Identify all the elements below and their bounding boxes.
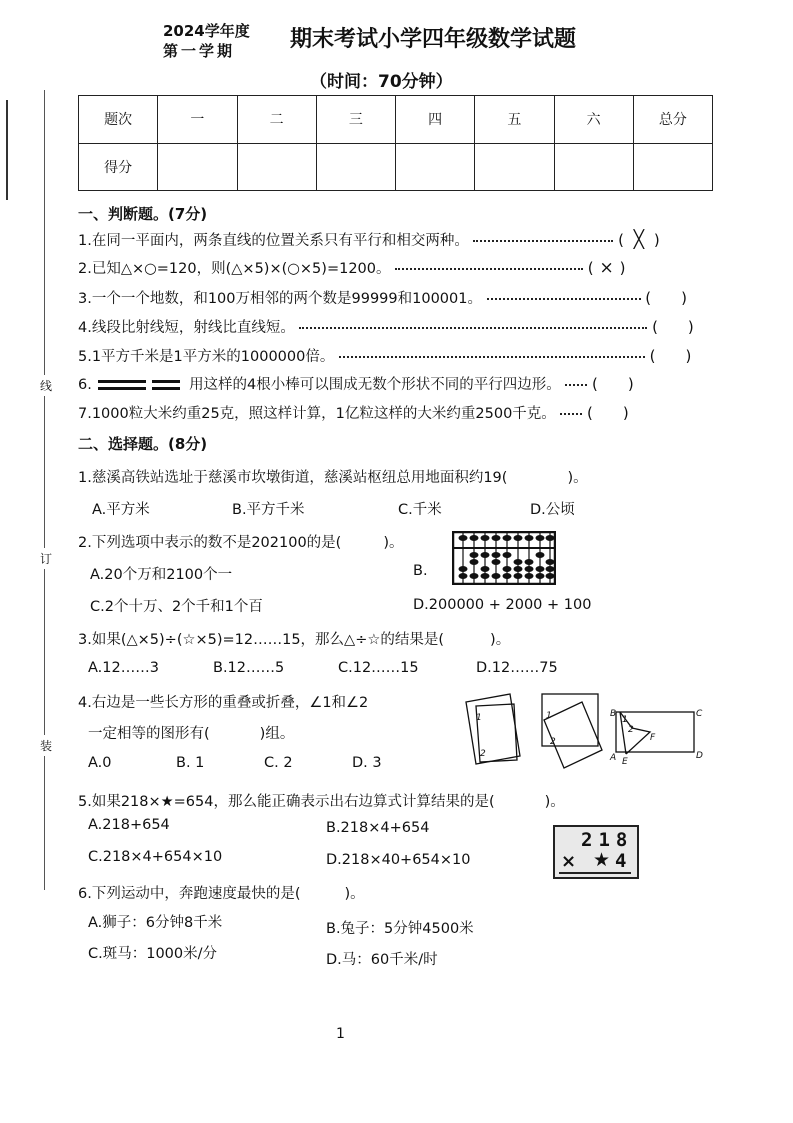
score-cell: 得分 <box>79 143 158 191</box>
sticks-figure <box>96 377 184 393</box>
option-a[interactable]: A.20个万和2100个一 <box>90 567 233 583</box>
score-cell: 总分 <box>633 96 712 144</box>
score-table-header-row <box>79 96 713 144</box>
option-b[interactable]: B. <box>413 563 428 579</box>
question-tail: )。 <box>567 470 588 486</box>
choice-question-4-line1: 4.右边是一些长方形的重叠或折叠，∠1和∠2 <box>78 695 369 711</box>
leader-dots <box>560 413 582 415</box>
binding-line <box>44 90 45 890</box>
option-c[interactable]: C.斑马：1000米/分 <box>88 946 218 962</box>
option-a[interactable]: A.12……3 <box>88 660 159 676</box>
question-text: 5.1平方千米是1平方米的1000000倍。 <box>78 349 335 365</box>
option-b[interactable]: B.12……5 <box>213 660 285 676</box>
answer-paren-close: ) <box>622 404 629 422</box>
option-d[interactable]: D.12……75 <box>476 660 558 676</box>
judge-question-4 <box>78 316 718 337</box>
fig-label: F <box>650 733 656 743</box>
answer-paren-close: ) <box>653 231 660 249</box>
option-b[interactable]: B.兔子：5分钟4500米 <box>326 921 474 937</box>
answer-paren-open: ( <box>652 318 658 336</box>
multiplicand: 218 <box>581 829 634 851</box>
question-stem: 5.如果218×★=654，那么能正确表示出右边算式计算结果的是( <box>78 794 495 810</box>
question-text: 1.在同一平面内，两条直线的位置关系只有平行和相交两种。 <box>78 233 469 249</box>
score-input-cell[interactable] <box>237 143 316 191</box>
option-a[interactable]: A.0 <box>88 755 112 771</box>
section1-title: 一、判断题。(7分) <box>78 205 208 223</box>
star-symbol: ★ <box>593 849 611 871</box>
fig-label: D <box>696 751 703 761</box>
judge-question-1 <box>78 229 718 250</box>
question-stem: 6.下列运动中，奔跑速度最快的是( <box>78 886 301 902</box>
answer-paren-open: ( <box>618 231 624 249</box>
fig-label: E <box>622 757 628 767</box>
answer-paren-open: ( <box>587 404 593 422</box>
question-stem: 1.慈溪高铁站选址于慈溪市坎墩街道，慈溪站枢纽总用地面积约19( <box>78 470 508 486</box>
binding-label-xian: 线 <box>40 375 52 396</box>
choice-question-2 <box>78 531 404 552</box>
option-b[interactable]: B.平方千米 <box>232 502 305 518</box>
exam-title: 期末考试小学四年级数学试题 <box>290 27 577 52</box>
fig-label: A <box>610 753 617 763</box>
score-cell: 四 <box>396 96 475 144</box>
fig-label: 1 <box>622 715 628 725</box>
answer-paren-open: ( <box>649 347 656 365</box>
answer-paren-close: ) <box>687 318 694 336</box>
judge-question-6 <box>78 373 718 394</box>
option-d[interactable]: D. 3 <box>352 755 382 771</box>
page-edge-line <box>6 100 8 200</box>
question-text: 3.一个一个地数，和100万相邻的两个数是99999和100001。 <box>78 291 482 307</box>
binding-label-zhuang: 装 <box>40 735 52 756</box>
multiplier-digit: 4 <box>615 850 627 872</box>
question-stem: 2.下列选项中表示的数不是202100的是( <box>78 535 342 551</box>
option-c[interactable]: C.218×4+654×10 <box>88 849 223 865</box>
score-cell: 三 <box>316 96 395 144</box>
score-cell: 一 <box>158 96 237 144</box>
score-input-cell[interactable] <box>158 143 237 191</box>
choice-question-4-line2 <box>88 722 294 743</box>
fig-label: 1 <box>546 711 552 721</box>
leader-dots <box>487 298 641 300</box>
answer-paren-close: ) <box>681 289 687 307</box>
short-stick <box>152 387 180 390</box>
choice-question-5 <box>78 790 565 811</box>
binding-label-ding: 订 <box>40 548 52 569</box>
abacus-figure <box>452 531 556 585</box>
times-sign: × <box>561 851 577 872</box>
question-tail: )。 <box>490 632 511 648</box>
score-cell: 题次 <box>79 96 158 144</box>
question-text: 4.线段比射线短，射线比直线短。 <box>78 320 295 336</box>
option-b[interactable]: B.218×4+654 <box>326 820 430 836</box>
choice-question-1 <box>78 466 588 487</box>
leader-dots <box>395 268 583 270</box>
score-table-score-row <box>79 143 713 191</box>
question-tail: )。 <box>344 886 365 902</box>
leader-dots <box>473 240 613 242</box>
option-c[interactable]: C.千米 <box>398 502 442 518</box>
answer-paren-close: ) <box>627 375 634 393</box>
question-stem: 3.如果(△×5)÷(☆×5)=12……15，那么△÷☆的结果是( <box>78 632 445 648</box>
exam-time: （时间：70分钟） <box>310 72 453 92</box>
question-text: 2.已知△×○=120，则(△×5)×(○×5)=1200。 <box>78 261 391 277</box>
question-text: 6. <box>78 377 92 393</box>
fig-label: 1 <box>476 713 482 723</box>
answer-mark[interactable]: × <box>599 258 614 278</box>
option-b[interactable]: B. 1 <box>176 755 205 771</box>
school-year: 2024学年度 <box>163 22 250 40</box>
fig-label: 2 <box>628 725 634 735</box>
section2-title: 二、选择题。(8分) <box>78 435 208 453</box>
answer-paren-open: ( <box>645 289 652 307</box>
score-cell: 五 <box>475 96 554 144</box>
judge-question-3 <box>78 287 718 308</box>
vertical-multiplication <box>553 825 639 879</box>
question-stem: 一定相等的图形有( <box>88 726 210 742</box>
score-input-cell[interactable] <box>396 143 475 191</box>
long-stick <box>98 387 146 390</box>
judge-question-5 <box>78 345 718 366</box>
leader-dots <box>565 384 587 386</box>
score-input-cell[interactable] <box>554 143 633 191</box>
score-cell: 六 <box>554 96 633 144</box>
answer-mark[interactable]: ╳ <box>633 230 645 250</box>
option-c[interactable]: C.12……15 <box>338 660 419 676</box>
score-input-cell[interactable] <box>475 143 554 191</box>
fig-label: 2 <box>550 737 556 747</box>
answer-paren-open: ( <box>592 375 598 393</box>
option-d[interactable]: D.马：60千米/时 <box>326 952 438 968</box>
rectangle-fold-figures <box>462 688 712 770</box>
question-tail: )。 <box>383 535 404 551</box>
score-cell: 二 <box>237 96 316 144</box>
option-a[interactable]: A.218+654 <box>88 817 170 833</box>
option-a[interactable]: A.平方米 <box>92 502 150 518</box>
answer-paren-open: ( <box>587 259 594 277</box>
option-a[interactable]: A.狮子：6分钟8千米 <box>88 915 223 931</box>
page-number: 1 <box>336 1026 345 1042</box>
fig-label: 2 <box>480 749 486 759</box>
option-c[interactable]: C. 2 <box>264 755 293 771</box>
option-d[interactable]: D.公顷 <box>530 502 575 518</box>
answer-paren-close: ) <box>619 259 626 277</box>
question-text-after: 用这样的4根小棒可以围成无数个形状不同的平行四边形。 <box>189 377 561 393</box>
option-c[interactable]: C.2个十万、2个千和1个百 <box>90 599 263 615</box>
score-table <box>78 95 713 191</box>
semester: 第一学期 <box>163 42 236 60</box>
question-tail: )。 <box>544 794 565 810</box>
score-input-cell[interactable] <box>316 143 395 191</box>
leader-dots <box>299 327 647 329</box>
option-d[interactable]: D.218×40+654×10 <box>326 852 471 868</box>
long-stick <box>98 380 146 383</box>
question-tail: )组。 <box>259 726 295 742</box>
leader-dots <box>339 356 645 358</box>
fig-label: C <box>696 709 703 719</box>
score-input-cell[interactable] <box>633 143 712 191</box>
judge-question-7 <box>78 402 718 423</box>
fig-label: B <box>610 709 617 719</box>
choice-question-3 <box>78 628 510 649</box>
choice-question-6 <box>78 882 365 903</box>
option-d[interactable]: D.200000 + 2000 + 100 <box>413 597 592 613</box>
short-stick <box>152 380 180 383</box>
judge-question-2 <box>78 257 718 278</box>
answer-paren-close: ) <box>685 347 692 365</box>
question-text: 7.1000粒大米约重25克，照这样计算，1亿粒这样的大米约重2500千克。 <box>78 406 556 422</box>
result-line <box>559 872 631 874</box>
